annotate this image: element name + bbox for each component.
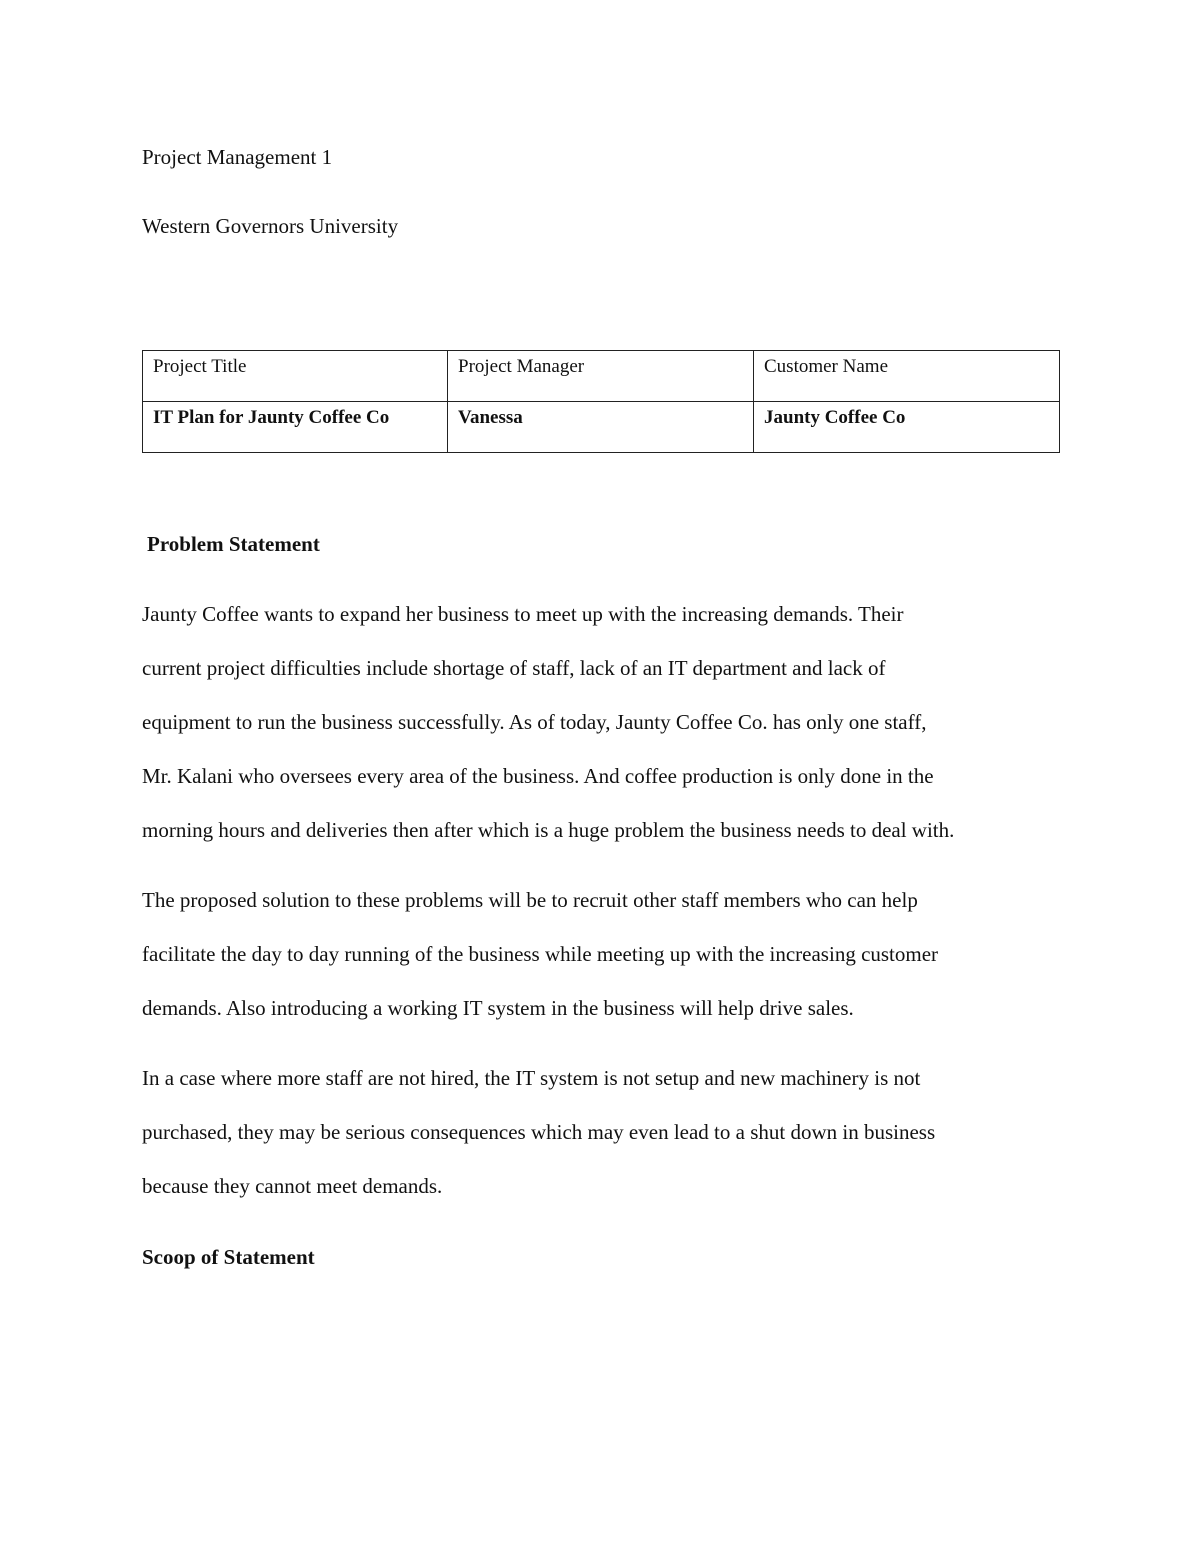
course-title: Project Management 1 — [142, 145, 333, 169]
paragraph-line: demands. Also introducing a working IT system in the business will help drive sales. — [142, 996, 854, 1020]
problem-statement-heading: Problem Statement — [147, 532, 320, 556]
paragraph — [142, 1051, 1062, 1213]
customer-name-label: Customer Name — [754, 351, 1060, 402]
project-manager-value: Vanessa — [448, 402, 754, 453]
paragraph-line: purchased, they may be serious consequences which may even lead to a shut down in business — [142, 1120, 936, 1144]
table-row — [143, 351, 1060, 402]
paragraph-line: Mr. Kalani who oversees every area of the business. And coffee production is only done in the — [142, 764, 934, 788]
university-name: Western Governors University — [142, 214, 399, 238]
project-manager-label: Project Manager — [448, 351, 754, 402]
paragraph — [142, 873, 1062, 1035]
paragraph-line: Jaunty Coffee wants to expand her business to meet up with the increasing demands. Their — [142, 602, 904, 626]
project-title-label: Project Title — [143, 351, 448, 402]
table-row — [143, 402, 1060, 453]
paragraph-line: current project difficulties include shortage of staff, lack of an IT department and lack of — [142, 656, 886, 680]
paragraph — [142, 587, 1062, 857]
paragraph-line: facilitate the day to day running of the business while meeting up with the increasing customer — [142, 942, 939, 966]
paragraph-line: In a case where more staff are not hired, the IT system is not setup and new machinery is not — [142, 1066, 921, 1090]
paragraph-line: The proposed solution to these problems will be to recruit other staff members who can help — [142, 888, 918, 912]
customer-name-value: Jaunty Coffee Co — [754, 402, 1060, 453]
project-title-value: IT Plan for Jaunty Coffee Co — [143, 402, 448, 453]
scope-heading: Scoop of Statement — [142, 1245, 315, 1269]
paragraph-line: equipment to run the business successfully. As of today, Jaunty Coffee Co. has only one staff, — [142, 710, 927, 734]
paragraph-line: because they cannot meet demands. — [142, 1174, 443, 1198]
paragraph-line: morning hours and deliveries then after which is a huge problem the business needs to deal with. — [142, 818, 955, 842]
project-info-table — [142, 350, 1060, 453]
